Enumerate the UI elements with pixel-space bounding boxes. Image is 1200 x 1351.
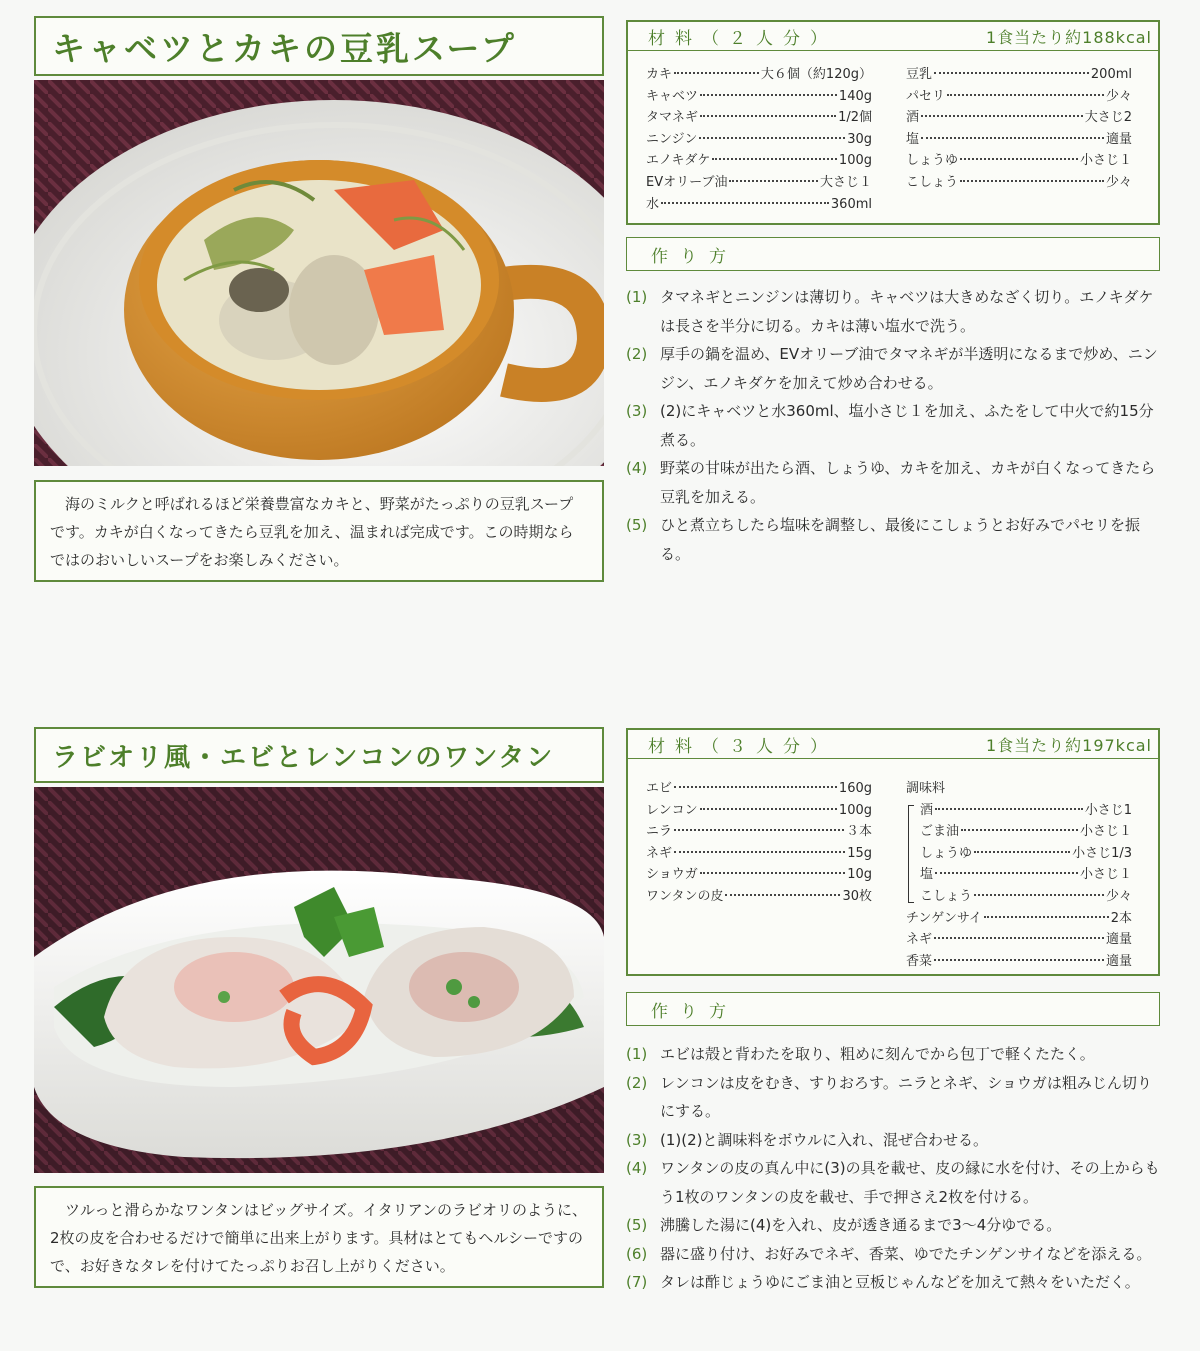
step-item: (2) レンコンは皮をむき、すりおろす。ニラとネギ、ショウガは粗みじん切りにする。	[626, 1073, 1152, 1120]
seasoning-row: しょうゆ 小さじ1/3	[920, 845, 1132, 861]
recipe2-method-heading: 作り方	[651, 1001, 738, 1022]
recipe1-description: 海のミルクと呼ばれるほど栄養豊富なカキと、野菜がたっぷりの豆乳スープです。カキが白くなってきたら豆乳を加え、温まれば完成です。この時期ならではのおいしいスープをお楽しみください。	[50, 495, 574, 569]
step-item: (3) (1)(2)と調味料をボウルに入れ、混ぜ合わせる。	[626, 1130, 988, 1149]
recipe1-method-heading: 作り方	[651, 246, 738, 267]
ingredient-row: キャベツ 140g	[646, 88, 872, 104]
seasoning-row: こしょう 少々	[920, 888, 1132, 904]
ingredient-row: ワンタンの皮 30枚	[646, 888, 872, 904]
recipe1-ingredients-box	[626, 20, 1160, 225]
ingredient-row: エビ 160g	[646, 781, 872, 796]
seasoning-bracket	[908, 805, 914, 903]
ingredient-row: パセリ 少々	[906, 88, 1132, 104]
recipe1-title-box	[34, 16, 604, 76]
step-item: (6) 器に盛り付け、お好みでネギ、香菜、ゆでたチンゲンサイなどを添える。	[626, 1244, 1152, 1263]
ingredient-row: レンコン 100g	[646, 802, 872, 818]
seasoning-row: 酒 小さじ1	[920, 802, 1132, 818]
recipe2-ingredients-heading: 材料（３人分）	[648, 736, 837, 757]
ingredient-row: しょうゆ 小さじ１	[906, 153, 1132, 169]
ingredient-row: 水 360ml	[646, 196, 872, 212]
ingredient-row: 香菜 適量	[906, 953, 1132, 969]
recipe1-ingredients-left	[646, 64, 872, 215]
recipe2-method-header	[626, 992, 1160, 1026]
seasoning-label: 調味料	[906, 781, 946, 796]
recipe1-steps	[626, 283, 1166, 568]
ingredient-row: チンゲンサイ 2本	[906, 910, 1132, 926]
recipe1-title: キャベツとカキの豆乳スープ	[52, 28, 517, 68]
wonton-plate-illustration	[34, 787, 604, 1173]
step-item: (1) タマネギとニンジンは薄切り。キャベツは大きめなざく切り。エノキダケは長さを半分に切る。カキは薄い塩水で洗う。	[626, 288, 1154, 335]
ingredient-row: カキ 大６個（約120g）	[646, 67, 872, 82]
ingredient-row: ニラ ３本	[646, 824, 872, 840]
recipe2-description: ツルっと滑らかなワンタンはビッグサイズ。イタリアンのラビオリのように、2枚の皮を合わせるだけで簡単に出来上がります。具材はとてもヘルシーですので、お好きなタレを付けてたっぷりお召し上がりください。	[50, 1201, 588, 1275]
ingredient-row: タマネギ 1/2個	[646, 110, 872, 126]
ingredient-row: こしょう 少々	[906, 174, 1132, 190]
recipe1-method-header	[626, 237, 1160, 271]
recipe2-title-box	[34, 727, 604, 783]
recipe1-ingredients-header	[628, 22, 1158, 51]
recipe2-steps	[626, 1040, 1166, 1297]
step-item: (1) エビは殻と背わたを取り、粗めに刻んでから包丁で軽くたたく。	[626, 1045, 1095, 1063]
ingredient-row: ネギ 15g	[646, 845, 872, 861]
recipe2-ingredients-header	[628, 730, 1158, 759]
ingredient-row: 豆乳 200ml	[906, 67, 1132, 82]
ingredient-row: ショウガ 10g	[646, 867, 872, 883]
step-item: (5) ひと煮立ちしたら塩味を調整し、最後にこしょうとお好みでパセリを振る。	[626, 516, 1141, 563]
recipe2-photo	[34, 787, 604, 1173]
recipe2-ingredients-left	[646, 778, 872, 908]
recipe1-photo	[34, 80, 604, 466]
ingredient-row: 塩 適量	[906, 131, 1132, 147]
ingredient-row: 酒 大さじ2	[906, 110, 1132, 126]
step-item: (7) タレは酢じょうゆにごま油と豆板じゃんなどを加えて熱々をいただく。	[626, 1273, 1140, 1291]
seasoning-row: 塩 小さじ１	[920, 867, 1132, 883]
step-item: (3) (2)にキャベツと水360ml、塩小さじ１を加え、ふたをして中火で約15分煮る。	[626, 402, 1154, 449]
recipe2-description-box	[34, 1186, 604, 1288]
recipe1-ingredients-right	[906, 64, 1132, 194]
step-item: (2) 厚手の鍋を温め、EVオリーブ油でタマネギが半透明になるまで炒め、ニンジン、エノキダケを加えて炒め合わせる。	[626, 345, 1158, 392]
recipe1-calories: 1食当たり約188kcal	[985, 27, 1152, 47]
ingredient-row: ネギ 適量	[906, 932, 1132, 948]
recipe2-calories: 1食当たり約197kcal	[985, 735, 1152, 755]
ingredient-row: ニンジン 30g	[646, 131, 872, 147]
seasoning-row: ごま油 小さじ１	[920, 824, 1132, 840]
recipe1-description-box	[34, 480, 604, 582]
soup-bowl-illustration	[34, 80, 604, 466]
step-item: (5) 沸騰した湯に(4)を入れ、皮が透き通るまで3〜4分ゆでる。	[626, 1216, 1062, 1234]
recipe2-ingredients-right	[906, 778, 1132, 972]
step-item: (4) 野菜の甘味が出たら酒、しょうゆ、カキを加え、カキが白くなってきたら豆乳を加える。	[626, 459, 1156, 506]
recipe2-ingredients-box	[626, 728, 1160, 976]
ingredient-row: EVオリーブ油 大さじ１	[646, 174, 872, 190]
recipe1-ingredients-heading: 材料（２人分）	[648, 28, 837, 49]
step-item: (4) ワンタンの皮の真ん中に(3)の具を載せ、皮の縁に水を付け、その上からもう1枚のワンタンの皮を載せ、手で押さえ2枚を付ける。	[626, 1159, 1160, 1206]
ingredient-row: エノキダケ 100g	[646, 153, 872, 169]
recipe2-title: ラビオリ風・エビとレンコンのワンタン	[52, 742, 555, 773]
